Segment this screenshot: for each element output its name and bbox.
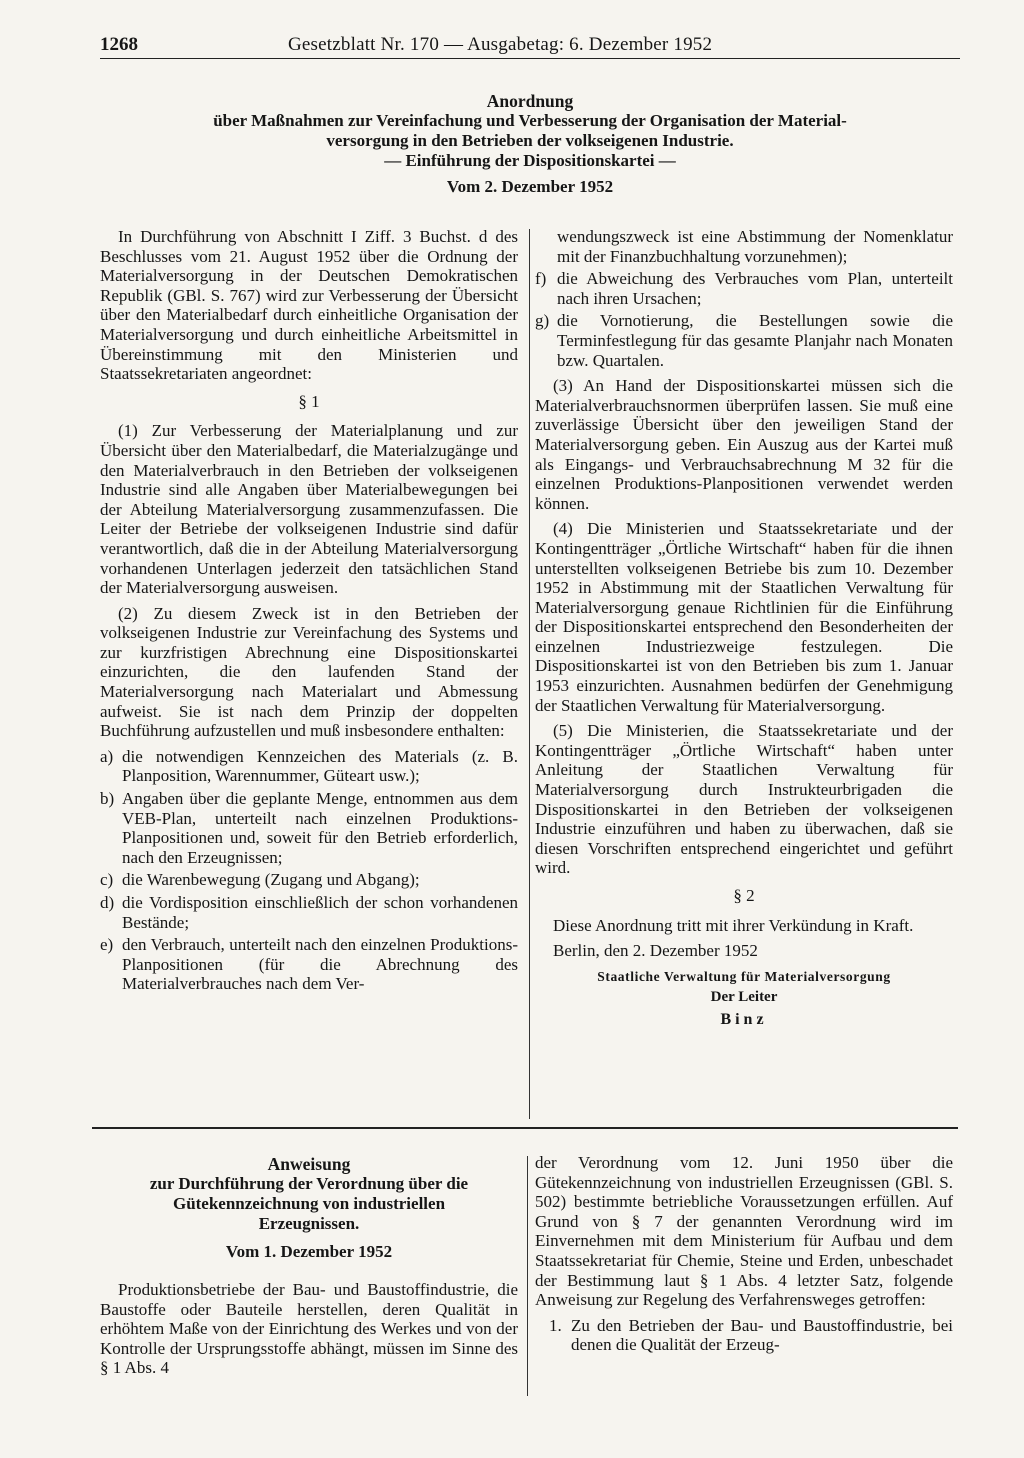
section-2-heading: § 2: [733, 886, 755, 905]
signature-role: Der Leiter: [710, 989, 778, 1006]
anordnung-left-column: [100, 227, 518, 1000]
list-item: d) die Vordisposition einschließlich der schon vorhandenen Bestände;: [100, 893, 518, 932]
item-list-left: [100, 747, 518, 994]
section-separator: [92, 1127, 958, 1129]
anordnung-date: Vom 2. Dezember 1952: [446, 177, 614, 196]
list-item: c) die Warenbewegung (Zugang und Abgang);: [100, 870, 420, 890]
anweisung-right-column: [535, 1153, 953, 1361]
anweisung-title: Anweisung: [267, 1154, 351, 1174]
anweisung-heading: [100, 1154, 518, 1262]
anweisung-paragraph-1: Produktionsbetriebe der Bau- und Baustoffindustrie, die Baustoffe oder Bauteile herstellen, deren Qualität in erhöhtem Maße von der Einrichtung des Werkes und von der Kontrolle der Ursprungsstoffe abhängt, müssen im Sinne des § 1 Abs. 4: [100, 1280, 518, 1378]
list-item: a) die notwendigen Kennzeichen des Materials (z. B. Planposition, Warennummer, Güteart usw.);: [100, 746, 518, 786]
paragraph-4: (4) Die Ministerien und Staatssekretariate und der Kontingentträger „Örtliche Wirtschaft“ haben für die ihnen unterstellten volkseigenen Betriebe bis zum 10. Dezember 1952 in Abstimmung mit der Staatlichen Verwaltung für Materialversorgung genaue Richtlinien für die Einführung der Dispositionskartei entsprechend den Besonderheiten der einzelnen Industriezweige festzulegen. Die Dispositionskartei ist von den Betrieben bis zum 1. Januar 1953 einzurichten. Ausnahmen bedürfen der Genehmigung der Staatlichen Verwaltung für Materialversorgung.: [535, 519, 953, 715]
paragraph-6: Diese Anordnung tritt mit ihrer Verkündung in Kraft.: [553, 915, 914, 935]
anordnung-subtitle-line3: — Einführung der Dispositionskartei —: [384, 151, 676, 170]
anweisung-subtitle-line2: Gütekennzeichnung von industriellen: [172, 1194, 446, 1213]
paragraph-3: (3) An Hand der Dispositionskartei müssen sich die Materialverbrauchsnormen überprüfen lassen. Sie muß eine zuverlässige Übersicht über den jeweiligen Stand der Materialversorgung geben. Ein Auszug aus der Kartei muß als Eingangs- und Verbrauchsabrechnung M 32 für die einzelnen Produktions-Planpositionen verwendet werden können.: [535, 376, 953, 513]
signature-name: Binz: [720, 1010, 768, 1028]
anweisung-subtitle-line3: Erzeugnissen.: [258, 1214, 360, 1233]
anweisung-left-text: [100, 1280, 518, 1384]
paragraph-1: (1) Zur Verbesserung der Materialplanung und zur Übersicht über den Materialbedarf, die Materialzugänge und den Materialverbrauch in den Betrieben der volkseigenen Industrie sind alle Angaben über Materialbewegungen bei der Abteilung Materialversorgung zusammenzufassen. Die Leiter der Betriebe der volkseigenen Industrie sind dafür verantwortlich, daß die in der Abteilung Materialversorgung vorhandenen Unterlagen jederzeit den tatsächlichen Stand der Materialversorgung ausweisen.: [100, 421, 518, 598]
gazette-title: Gesetzblatt Nr. 170 — Ausgabetag: 6. Dezember 1952: [288, 34, 713, 55]
anweisung-list: [549, 1316, 953, 1355]
list-item-continued: wendungszweck ist eine Abstimmung der Nomenklatur mit der Finanzbuchhaltung vorzunehmen);: [557, 227, 953, 266]
list-item: b) Angaben über die geplante Menge, entnommen aus dem VEB-Plan, unterteilt nach einzelnen Produktions-Planpositionen und, soweit für den Betrieb erforderlich, nach den Erzeugnissen;: [100, 789, 518, 867]
anordnung-subtitle-line2: versorgung in den Betrieben der volkseigenen Industrie.: [326, 131, 734, 150]
anordnung-right-column: [535, 227, 953, 1030]
list-item: g) die Vornotierung, die Bestellungen sowie die Terminfestlegung für das gesamte Planjahr nach Monaten bzw. Quartalen.: [535, 311, 953, 370]
anweisung-paragraph-2: der Verordnung vom 12. Juni 1950 über die Gütekennzeichnung von industriellen Erzeugnissen (GBl. S. 502) bestimmte betriebliche Voraussetzungen erfüllen. Auf Grund von § 7 der genannten Verordnung wird im Einvernehmen mit dem Ministerium für Aufbau und dem Staatssekretariat für Chemie, Steine und Erden, unbeschadet der Bestimmung laut § 1 Abs. 4 letzter Satz, folgende Anweisung zur Regelung des Verfahrensweges getroffen:: [535, 1153, 953, 1310]
anordnung-subtitle-line1: über Maßnahmen zur Vereinfachung und Verbesserung der Organisation der Material-: [213, 111, 847, 130]
paragraph-5: (5) Die Ministerien, die Staatssekretariate und der Kontingentträger „Örtliche Wirtschaft“ haben unter Anleitung der Staatlichen Verwaltung für Materialversorgung durch Instrukteurbrigaden die Dispositionskartei in den Betrieben der volkseigenen Industrie einzuführen und haben zu überwachen, daß sie diesen Vorschriften entsprechend eingerichtet und geführt wird.: [535, 721, 953, 878]
list-item: f) die Abweichung des Verbrauches vom Plan, unterteilt nach ihren Ursachen;: [535, 269, 953, 308]
list-item: e) den Verbrauch, unterteilt nach den einzelnen Produktions-Planpositionen (für die Abrechnung des Materialverbrauches nach dem Ver-: [100, 935, 518, 994]
anordnung-title: Anordnung: [486, 91, 574, 111]
paragraph-2: (2) Zu diesem Zweck ist in den Betrieben der volkseigenen Industrie zur Vereinfachung des Systems und zur kurzfristigen Abrechnung eine Dispositionskartei einzurichten, die den laufenden Stand der Materialversorgung nach Materialart und Abmessung aufweist. Sie ist nach dem Prinzip der doppelten Buchführung aufzustellen und muß insbesondere enthalten:: [100, 603, 518, 741]
column-divider: [529, 229, 530, 1119]
page-header: [100, 34, 960, 59]
column-divider-bottom: [527, 1156, 528, 1396]
item-list-right: [535, 227, 953, 370]
intro-paragraph: In Durchführung von Abschnitt I Ziff. 3 Buchst. d des Beschlusses vom 21. August 1952 über die Ordnung der Materialversorgung in der Deutschen Demokratischen Republik (GBl. S. 767) wird zur Verbesserung der Übersicht über den Materialbedarf durch einheitliche Organisation der Materialversorgung und durch einheitliche Arbeitsmittel in Übereinstimmung mit den Ministerien und Staatssekretariaten angeordnet:: [100, 227, 518, 384]
page-number: 1268: [100, 34, 138, 55]
anweisung-subtitle-line1: zur Durchführung der Verordnung über die: [149, 1174, 469, 1193]
anordnung-heading: [100, 91, 960, 197]
anweisung-date: Vom 1. Dezember 1952: [225, 1242, 393, 1261]
signature-organization: Staatliche Verwaltung für Materialversorgung: [597, 968, 891, 984]
list-item: 1. Zu den Betrieben der Bau- und Baustoffindustrie, bei denen die Qualität der Erzeug-: [549, 1315, 953, 1355]
place-date: Berlin, den 2. Dezember 1952: [553, 941, 758, 961]
section-1-heading: § 1: [298, 391, 320, 411]
